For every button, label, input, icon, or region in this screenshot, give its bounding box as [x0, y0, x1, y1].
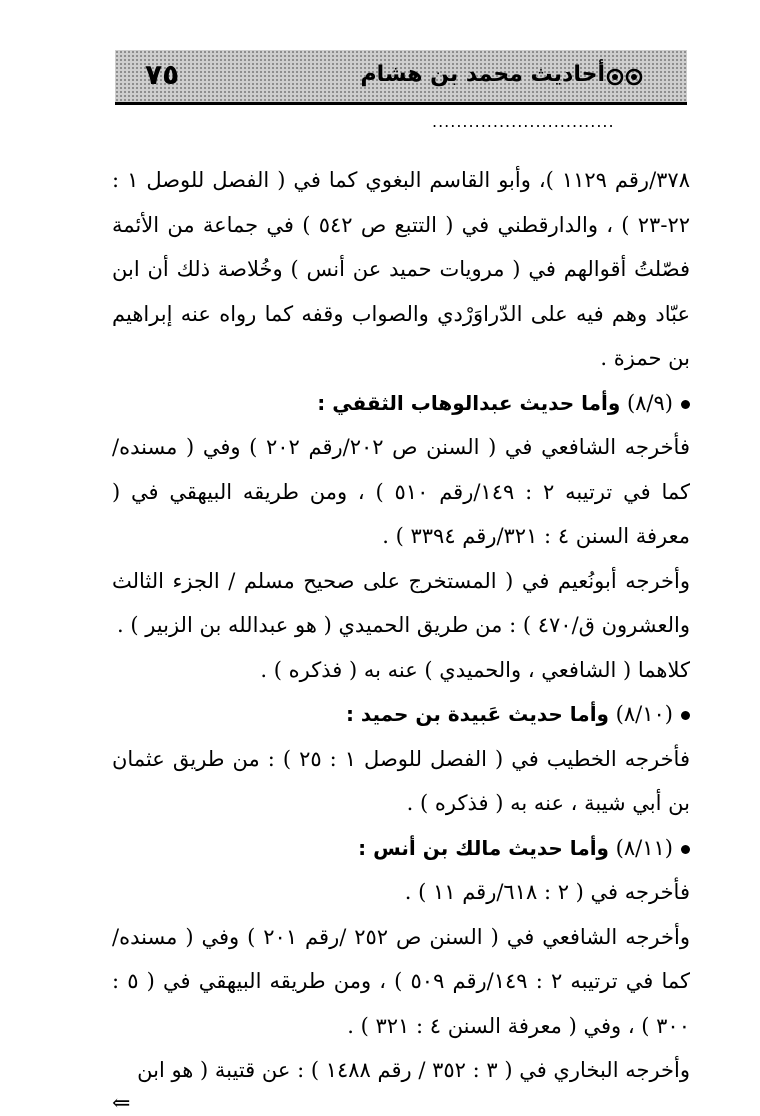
page-number: ٧٥	[145, 58, 180, 91]
continue-arrow-icon: ⇐	[112, 1090, 131, 1116]
running-title: أحاديث محمد بن هشام	[360, 62, 605, 87]
section-number: (٨/١١)	[615, 835, 673, 860]
section-heading	[112, 692, 690, 737]
page-body	[112, 158, 690, 1115]
bullet-icon	[681, 711, 690, 720]
bullet-icon	[681, 400, 690, 409]
section-title: وأما حديث مالك بن أنس :	[358, 835, 609, 860]
dotted-separator: ..............................	[432, 112, 615, 131]
section-heading	[112, 381, 690, 426]
paragraph: فأخرجه الشافعي في ( السنن ص ٢٠٢/رقم ٢٠٢ ) وفي ( مسنده/ كما في ترتيبه ٢ : ١٤٩/رقم ٥١٠ ) ، ومن طريقه البيهقي في ( معرفة السنن ٤ : ٣٢١/رقم ٣٣٩٤ ) .	[112, 435, 690, 548]
paragraph: فأخرجه في ( ٢ : ٦١٨/رقم ١١ ) .	[404, 880, 690, 904]
section-number: (٨/١٠)	[615, 702, 673, 726]
paragraph: ٣٧٨/رقم ١١٢٩ )، وأبو القاسم البغوي كما في ( الفصل للوصل ١ : ٢٢-٢٣ ) ، والدارقطني في ( التتبع ص ٥٤٢ ) في جماعة من الأئمة فصّلتُ أقوالهم في ( مرويات حميد عن أنس ) وخُلاصة ذلك أن ابن عبّاد وهم فيه على الدّراوَرْدي والصواب وقفه كما رواه عنه إبراهيم بن حمزة .	[112, 168, 690, 370]
section-title: وأما حديث عَبيدة بن حميد :	[345, 702, 609, 726]
paragraph: وأخرجه الشافعي في ( السنن ص ٢٥٢ /رقم ٢٠١ ) وفي ( مسنده/ كما في ترتيبه ٢ : ١٤٩/رقم ٥٠٩ ) ، ومن طريقه البيهقي في ( ٥ : ٣٠٠ ) ، وفي ( معرفة السنن ٤ : ٣٢١ ) .	[112, 924, 690, 1038]
section-heading	[112, 826, 690, 871]
paragraph: وأخرجه أبونُعيم في ( المستخرج على صحيح مسلم / الجزء الثالث والعشرون ق/٤٧٠ ) : من طريق الحميدي ( هو عبدالله بن الزبير ) .	[112, 568, 690, 637]
ornament-icon	[605, 68, 645, 86]
section-number: (٨/٩)	[626, 390, 673, 415]
page-header	[115, 50, 687, 105]
paragraph: كلاهما ( الشافعي ، والحميدي ) عنه به ( فذكره ) .	[260, 657, 690, 682]
section-title: وأما حديث عبدالوهاب الثقفي :	[317, 390, 621, 415]
bullet-icon	[681, 845, 690, 854]
paragraph: فأخرجه الخطيب في ( الفصل للوصل ١ : ٢٥ ) : من طريق عثمان بن أبي شيبة ، عنه به ( فذكره ) .	[112, 746, 690, 815]
paragraph: وأخرجه البخاري في ( ٣ : ٣٥٢ / رقم ١٤٨٨ ) : عن قتيبة ( هو ابن	[137, 1058, 690, 1082]
